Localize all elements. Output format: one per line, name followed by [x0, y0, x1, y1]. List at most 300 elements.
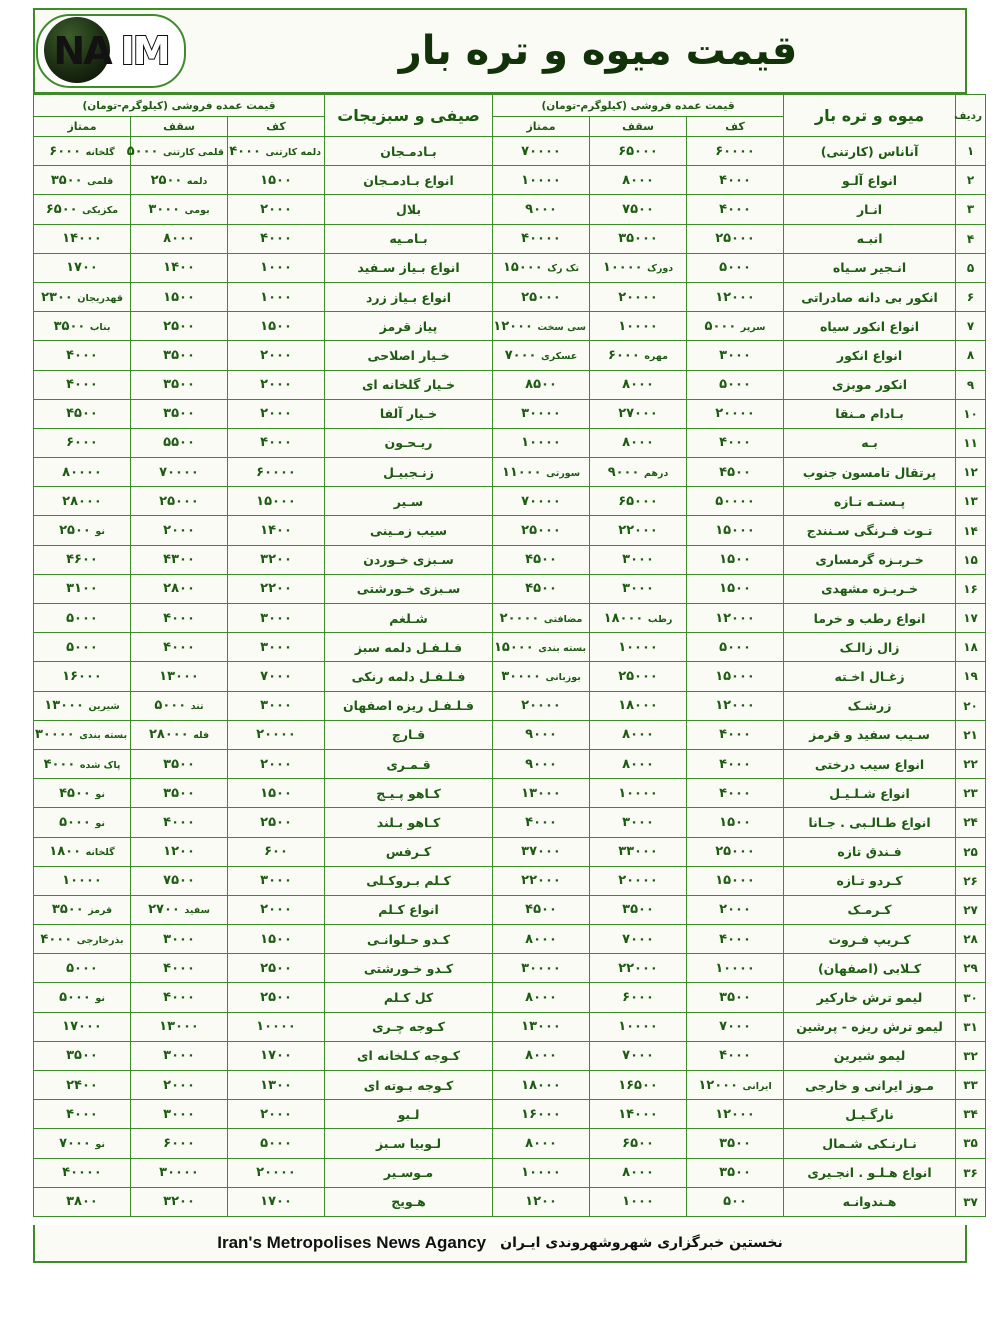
row-index: ۲۰	[956, 691, 986, 720]
table-row	[34, 1041, 986, 1070]
veg-price-saghf: بومی ۳۰۰۰	[131, 195, 228, 224]
fruit-price-saghf: ۸۰۰۰	[590, 749, 687, 778]
fruit-price-saghf: ۱۰۰۰۰	[590, 1012, 687, 1041]
fruit-name: کـرمـک	[784, 895, 956, 924]
veg-price-momtaz: ۳۸۰۰	[34, 1187, 131, 1216]
veg-price-saghf: ۳۵۰۰	[131, 370, 228, 399]
vegetable-name: کل کـلم	[325, 983, 493, 1012]
vegetable-name: سـبزی خـوردن	[325, 545, 493, 574]
veg-price-saghf: ۱۲۰۰	[131, 837, 228, 866]
veg-price-momtaz: ۴۰۰۰۰	[34, 1158, 131, 1187]
fruit-price-kaf: ۲۵۰۰۰	[687, 224, 784, 253]
fruit-name: انـجیر سـیاه	[784, 253, 956, 282]
veg-price-momtaz: ۵۰۰۰	[34, 633, 131, 662]
fruit-price-kaf: ۵۰۰۰	[687, 633, 784, 662]
veg-price-kaf: ۲۰۰۰	[228, 749, 325, 778]
table-row	[34, 1158, 986, 1187]
fruit-price-momtaz: ۱۲۰۰	[493, 1187, 590, 1216]
row-index: ۲۷	[956, 895, 986, 924]
fruit-price-kaf: ۱۵۰۰	[687, 545, 784, 574]
fruit-price-momtaz: تک رک ۱۵۰۰۰	[493, 253, 590, 282]
veg-price-momtaz: ۳۵۰۰	[34, 1041, 131, 1070]
veg-price-saghf: ۶۰۰۰	[131, 1129, 228, 1158]
table-row	[34, 399, 986, 428]
veg-price-momtaz: ۴۰۰۰	[34, 370, 131, 399]
veg-price-saghf: ۳۰۰۰۰	[131, 1158, 228, 1187]
fruit-price-kaf: ۱۲۰۰۰	[687, 691, 784, 720]
row-index: ۲۳	[956, 779, 986, 808]
vegetable-name: انواع بـادمـجان	[325, 166, 493, 195]
vegetable-name: قـمـری	[325, 749, 493, 778]
fruit-price-momtaz: ۸۵۰۰	[493, 370, 590, 399]
row-index: ۱۳	[956, 487, 986, 516]
header-fruit-momtaz: ممتاز	[493, 117, 590, 137]
price-table	[33, 94, 986, 1217]
fruit-name: تـوت فـرنگی سـنندج	[784, 516, 956, 545]
veg-price-saghf: ۷۰۰۰۰	[131, 458, 228, 487]
fruit-price-kaf: ۵۰۰۰	[687, 253, 784, 282]
header-veg-group: قیمت عمده فروشی (کیلوگرم-تومان)	[34, 95, 325, 117]
table-row	[34, 253, 986, 282]
table-row	[34, 166, 986, 195]
veg-price-saghf: ۲۵۰۰	[131, 312, 228, 341]
header-fruit-group: قیمت عمده فروشی (کیلوگرم-تومان)	[493, 95, 784, 117]
vegetable-name: کـدو حـلوانـی	[325, 925, 493, 954]
veg-price-momtaz: نو ۲۵۰۰	[34, 516, 131, 545]
fruit-price-saghf: رطب ۱۸۰۰۰	[590, 604, 687, 633]
fruit-price-saghf: ۳۰۰۰	[590, 545, 687, 574]
vegetable-name: قـارچ	[325, 720, 493, 749]
fruit-price-momtaz: ۷۰۰۰۰	[493, 487, 590, 516]
fruit-name: آناناس (کارتنی)	[784, 137, 956, 166]
veg-price-saghf: ۴۰۰۰	[131, 808, 228, 837]
vegetable-name: کـرفس	[325, 837, 493, 866]
fruit-price-saghf: ۶۰۰۰	[590, 983, 687, 1012]
veg-price-kaf: ۳۰۰۰	[228, 691, 325, 720]
logo-text-na: NA	[53, 29, 111, 73]
veg-price-saghf: ۳۵۰۰	[131, 749, 228, 778]
vegetable-name: فـلـفـل ریزه اصفهان	[325, 691, 493, 720]
fruit-name: انکور بی دانه صادراتی	[784, 282, 956, 311]
fruit-price-momtaz: ۴۵۰۰	[493, 895, 590, 924]
fruit-price-kaf: ۱۵۰۰	[687, 574, 784, 603]
veg-price-saghf: ۴۰۰۰	[131, 633, 228, 662]
row-index: ۳۶	[956, 1158, 986, 1187]
fruit-price-saghf: ۶۵۰۰۰	[590, 137, 687, 166]
vegetable-name: انواع بـیاز زرد	[325, 282, 493, 311]
fruit-price-kaf: ۱۵۰۰۰	[687, 866, 784, 895]
table-row	[34, 1129, 986, 1158]
fruit-name: بـادام مـنقا	[784, 399, 956, 428]
fruit-price-momtaz: ۱۰۰۰۰	[493, 428, 590, 457]
row-index: ۲۸	[956, 925, 986, 954]
fruit-price-saghf: ۳۵۰۰۰	[590, 224, 687, 253]
row-index: ۱۲	[956, 458, 986, 487]
veg-price-momtaz: ۴۰۰۰	[34, 1100, 131, 1129]
row-index: ۱۰	[956, 399, 986, 428]
table-row	[34, 808, 986, 837]
fruit-price-kaf: ۴۵۰۰	[687, 458, 784, 487]
veg-price-momtaz: قرمز ۳۵۰۰	[34, 895, 131, 924]
fruit-price-momtaz: ۱۳۰۰۰	[493, 779, 590, 808]
fruit-price-saghf: درهم ۹۰۰۰	[590, 458, 687, 487]
veg-price-momtaz: نو ۵۰۰۰	[34, 808, 131, 837]
fruit-price-momtaz: ۱۶۰۰۰	[493, 1100, 590, 1129]
fruit-price-kaf: ایرانی ۱۲۰۰۰	[687, 1071, 784, 1100]
veg-price-momtaz: ۸۰۰۰۰	[34, 458, 131, 487]
veg-price-saghf: دلمه ۲۵۰۰	[131, 166, 228, 195]
fruit-name: زال زالـک	[784, 633, 956, 662]
fruit-price-kaf: ۴۰۰۰	[687, 166, 784, 195]
fruit-price-momtaz: ۲۲۰۰۰	[493, 866, 590, 895]
veg-price-kaf: ۲۰۰۰۰	[228, 1158, 325, 1187]
row-index: ۱۸	[956, 633, 986, 662]
vegetable-name: انواع بـیاز سـفید	[325, 253, 493, 282]
fruit-price-saghf: ۸۰۰۰	[590, 720, 687, 749]
veg-price-saghf: ۱۳۰۰۰	[131, 1012, 228, 1041]
veg-price-momtaz: ۴۶۰۰	[34, 545, 131, 574]
fruit-price-momtaz: ۴۵۰۰	[493, 545, 590, 574]
veg-price-momtaz: ۶۰۰۰	[34, 428, 131, 457]
veg-price-momtaz: نو ۵۰۰۰	[34, 983, 131, 1012]
veg-price-saghf: ۴۰۰۰	[131, 604, 228, 633]
vegetable-name: هـویج	[325, 1187, 493, 1216]
fruit-name: لیمو ترش ریزه - پرشین	[784, 1012, 956, 1041]
vegetable-name: خـیار گلخانه ای	[325, 370, 493, 399]
fruit-price-momtaz: ۹۰۰۰	[493, 195, 590, 224]
veg-price-momtaz: ۵۰۰۰	[34, 954, 131, 983]
veg-price-momtaz: قهدریجان ۲۳۰۰	[34, 282, 131, 311]
table-row	[34, 312, 986, 341]
fruit-price-kaf: ۴۰۰۰	[687, 720, 784, 749]
fruit-price-momtaz: ۲۰۰۰۰	[493, 691, 590, 720]
table-row	[34, 895, 986, 924]
table-row	[34, 516, 986, 545]
veg-price-saghf: ۵۵۰۰	[131, 428, 228, 457]
logo-frame	[36, 14, 186, 88]
veg-price-saghf: ۳۰۰۰	[131, 1100, 228, 1129]
fruit-price-kaf: ۱۵۰۰	[687, 808, 784, 837]
fruit-name: مـوز ایرانی و خارجی	[784, 1071, 956, 1100]
fruit-price-saghf: ۸۰۰۰	[590, 370, 687, 399]
fruit-price-kaf: ۳۰۰۰	[687, 341, 784, 370]
fruit-name: لیمو ترش خارکیر	[784, 983, 956, 1012]
header-index: ردیف	[956, 95, 986, 137]
fruit-price-saghf: ۱۸۰۰۰	[590, 691, 687, 720]
veg-price-kaf: ۱۴۰۰	[228, 516, 325, 545]
table-row	[34, 837, 986, 866]
table-row	[34, 224, 986, 253]
vegetable-name: خـیار اصلاحی	[325, 341, 493, 370]
fruit-price-saghf: ۷۰۰۰	[590, 925, 687, 954]
fruit-price-kaf: ۵۰۰۰۰	[687, 487, 784, 516]
veg-price-kaf: ۲۰۰۰۰	[228, 720, 325, 749]
row-index: ۳۳	[956, 1071, 986, 1100]
fruit-name: انواع شـلـیـل	[784, 779, 956, 808]
row-index: ۱۹	[956, 662, 986, 691]
veg-price-kaf: ۲۲۰۰	[228, 574, 325, 603]
table-row	[34, 1012, 986, 1041]
page-title: قیمت میوه و تره بار	[398, 28, 798, 74]
fruit-price-saghf: ۱۶۵۰۰	[590, 1071, 687, 1100]
veg-price-saghf: ۷۵۰۰	[131, 866, 228, 895]
fruit-price-saghf: مهره ۶۰۰۰	[590, 341, 687, 370]
table-row	[34, 691, 986, 720]
table-row	[34, 749, 986, 778]
fruit-name: خـربـزه گرمساری	[784, 545, 956, 574]
veg-price-kaf: ۶۰۰۰۰	[228, 458, 325, 487]
fruit-name: پـستـه تـازه	[784, 487, 956, 516]
veg-price-kaf: ۲۵۰۰	[228, 983, 325, 1012]
table-row	[34, 779, 986, 808]
row-index: ۹	[956, 370, 986, 399]
fruit-price-kaf: ۷۰۰۰	[687, 1012, 784, 1041]
veg-price-saghf: ۱۵۰۰	[131, 282, 228, 311]
fruit-price-momtaz: عسکری ۷۰۰۰	[493, 341, 590, 370]
fruit-price-saghf: ۲۰۰۰۰	[590, 866, 687, 895]
fruit-price-saghf: ۲۷۰۰۰	[590, 399, 687, 428]
veg-price-saghf: ۳۲۰۰	[131, 1187, 228, 1216]
fruit-price-momtaz: ۸۰۰۰	[493, 1041, 590, 1070]
fruit-price-kaf: ۱۵۰۰۰	[687, 662, 784, 691]
table-row	[34, 574, 986, 603]
fruit-name: کـردو تـازه	[784, 866, 956, 895]
veg-price-saghf: ۳۵۰۰	[131, 341, 228, 370]
table-head	[34, 95, 986, 137]
vegetable-name: بلال	[325, 195, 493, 224]
vegetable-name: بـامـیه	[325, 224, 493, 253]
veg-price-momtaz: ۲۴۰۰	[34, 1071, 131, 1100]
veg-price-kaf: ۲۰۰۰	[228, 1100, 325, 1129]
veg-price-saghf: ۲۰۰۰	[131, 1071, 228, 1100]
veg-price-kaf: ۳۰۰۰	[228, 604, 325, 633]
fruit-price-momtaz: ۴۰۰۰	[493, 808, 590, 837]
table-row	[34, 458, 986, 487]
fruit-price-momtaz: ۹۰۰۰	[493, 749, 590, 778]
fruit-name: انواع هـلـو . انجـیری	[784, 1158, 956, 1187]
fruit-price-momtaz: ۳۰۰۰۰	[493, 399, 590, 428]
veg-price-kaf: ۳۰۰۰	[228, 633, 325, 662]
fruit-price-kaf: ۴۰۰۰	[687, 779, 784, 808]
fruit-price-saghf: ۷۰۰۰	[590, 1041, 687, 1070]
fruit-price-saghf: ۸۰۰۰	[590, 166, 687, 195]
fruit-name: لیمو شیرین	[784, 1041, 956, 1070]
veg-price-kaf: ۲۵۰۰	[228, 954, 325, 983]
page-header	[33, 8, 967, 94]
vegetable-name: کـلم بـروکـلی	[325, 866, 493, 895]
row-index: ۷	[956, 312, 986, 341]
veg-price-saghf: قلمی کارتنی ۵۰۰۰	[131, 137, 228, 166]
fruit-price-momtaz: بوزبانی ۳۰۰۰۰	[493, 662, 590, 691]
fruit-price-momtaz: ۱۰۰۰۰	[493, 166, 590, 195]
fruit-name: انواع رطب و خرما	[784, 604, 956, 633]
row-index: ۳۷	[956, 1187, 986, 1216]
fruit-name: بـه	[784, 428, 956, 457]
fruit-price-saghf: ۳۳۰۰۰	[590, 837, 687, 866]
fruit-name: انواع طـالـبی . جـانا	[784, 808, 956, 837]
veg-price-kaf: ۴۰۰۰	[228, 224, 325, 253]
fruit-price-kaf: ۴۰۰۰	[687, 195, 784, 224]
fruit-price-kaf: ۶۰۰۰۰	[687, 137, 784, 166]
row-index: ۲۵	[956, 837, 986, 866]
table-row	[34, 545, 986, 574]
row-index: ۱۷	[956, 604, 986, 633]
fruit-name: نـارنـکی شـمال	[784, 1129, 956, 1158]
veg-price-kaf: ۱۰۰۰۰	[228, 1012, 325, 1041]
table-row	[34, 282, 986, 311]
veg-price-momtaz: ۳۱۰۰	[34, 574, 131, 603]
fruit-name: نارگـیـل	[784, 1100, 956, 1129]
fruit-price-kaf: ۴۰۰۰	[687, 1041, 784, 1070]
row-index: ۳۰	[956, 983, 986, 1012]
veg-price-saghf: ۲۵۰۰۰	[131, 487, 228, 516]
fruit-price-saghf: ۱۰۰۰۰	[590, 312, 687, 341]
fruit-price-momtaz: مضافتی ۲۰۰۰۰	[493, 604, 590, 633]
fruit-price-saghf: ۱۰۰۰۰	[590, 779, 687, 808]
fruit-price-saghf: ۸۰۰۰	[590, 428, 687, 457]
fruit-price-momtaz: ۲۵۰۰۰	[493, 516, 590, 545]
veg-price-kaf: ۶۰۰	[228, 837, 325, 866]
fruit-price-saghf: ۱۴۰۰۰	[590, 1100, 687, 1129]
table-row	[34, 720, 986, 749]
veg-price-kaf: ۱۰۰۰	[228, 253, 325, 282]
table-row	[34, 925, 986, 954]
imna-logo	[35, 13, 187, 89]
row-index: ۱۱	[956, 428, 986, 457]
table-row	[34, 370, 986, 399]
fruit-price-momtaz: ۱۸۰۰۰	[493, 1071, 590, 1100]
veg-price-momtaz: ۱۷۰۰	[34, 253, 131, 282]
fruit-name: پرتقال تامسون جنوب	[784, 458, 956, 487]
veg-price-momtaz: بناب ۳۵۰۰	[34, 312, 131, 341]
vegetable-name: فـلـفـل دلمه رنکی	[325, 662, 493, 691]
footer-english-tagline: Iran's Metropolises News Agancy	[217, 1233, 487, 1252]
row-index: ۳۱	[956, 1012, 986, 1041]
fruit-price-kaf: ۱۲۰۰۰	[687, 604, 784, 633]
fruit-price-saghf: ۸۰۰۰	[590, 1158, 687, 1187]
fruit-price-kaf: ۳۵۰۰	[687, 983, 784, 1012]
veg-price-kaf: ۱۵۰۰	[228, 312, 325, 341]
fruit-price-momtaz: ۸۰۰۰	[493, 925, 590, 954]
veg-price-kaf: ۱۷۰۰	[228, 1187, 325, 1216]
fruit-price-saghf: ۲۲۰۰۰	[590, 954, 687, 983]
veg-price-kaf: ۴۰۰۰	[228, 428, 325, 457]
vegetable-name: بـادمـجان	[325, 137, 493, 166]
fruit-price-kaf: ۵۰۰	[687, 1187, 784, 1216]
veg-price-momtaz: ۱۴۰۰۰	[34, 224, 131, 253]
fruit-name: فـندق تازه	[784, 837, 956, 866]
fruit-price-momtaz: ۱۰۰۰۰	[493, 1158, 590, 1187]
veg-price-momtaz: گلخانه ۱۸۰۰	[34, 837, 131, 866]
veg-price-kaf: ۱۵۰۰	[228, 166, 325, 195]
veg-price-saghf: سفید ۲۷۰۰	[131, 895, 228, 924]
veg-price-kaf: ۲۰۰۰	[228, 370, 325, 399]
row-index: ۸	[956, 341, 986, 370]
vegetable-name: کـوجه چـری	[325, 1012, 493, 1041]
veg-price-momtaz: گلخانه ۶۰۰۰	[34, 137, 131, 166]
veg-price-momtaz: ۱۶۰۰۰	[34, 662, 131, 691]
table-body	[34, 137, 986, 1217]
fruit-name: هـندوانـه	[784, 1187, 956, 1216]
veg-price-kaf: ۲۵۰۰	[228, 808, 325, 837]
header-veg-category: صیفی و سبزیجات	[325, 95, 493, 137]
fruit-price-kaf: ۵۰۰۰	[687, 370, 784, 399]
vegetable-name: پیاز قرمز	[325, 312, 493, 341]
header-veg-saghf: سقف	[131, 117, 228, 137]
fruit-price-saghf: ۳۰۰۰	[590, 808, 687, 837]
fruit-price-kaf: ۲۰۰۰۰	[687, 399, 784, 428]
vegetable-name: کـاهو بـلند	[325, 808, 493, 837]
veg-price-saghf: ۴۰۰۰	[131, 954, 228, 983]
fruit-price-momtaz: ۸۰۰۰	[493, 1129, 590, 1158]
veg-price-kaf: دلمه کارتنی ۴۰۰۰	[228, 137, 325, 166]
fruit-price-momtaz: ۴۵۰۰	[493, 574, 590, 603]
group-header-row	[34, 95, 986, 117]
fruit-price-momtaz: بسته بندی ۱۵۰۰۰	[493, 633, 590, 662]
fruit-name: کـلابی (اصفهان)	[784, 954, 956, 983]
fruit-name: خـربـزه مشهدی	[784, 574, 956, 603]
veg-price-momtaz: قلمی ۳۵۰۰	[34, 166, 131, 195]
fruit-price-kaf: ۴۰۰۰	[687, 925, 784, 954]
veg-price-kaf: ۱۵۰۰۰	[228, 487, 325, 516]
veg-price-kaf: ۱۳۰۰	[228, 1071, 325, 1100]
veg-price-kaf: ۵۰۰۰	[228, 1129, 325, 1158]
fruit-price-saghf: ۱۰۰۰	[590, 1187, 687, 1216]
row-index: ۲۹	[956, 954, 986, 983]
fruit-price-momtaz: ۱۳۰۰۰	[493, 1012, 590, 1041]
veg-price-saghf: ۱۳۰۰۰	[131, 662, 228, 691]
row-index: ۱۵	[956, 545, 986, 574]
veg-price-momtaz: مکزیکی ۶۵۰۰	[34, 195, 131, 224]
fruit-price-kaf: ۲۰۰۰	[687, 895, 784, 924]
fruit-price-momtaz: ۲۵۰۰۰	[493, 282, 590, 311]
vegetable-name: کـوجه کـلخانه ای	[325, 1041, 493, 1070]
veg-price-momtaz: بذرخارجی ۴۰۰۰	[34, 925, 131, 954]
fruit-price-saghf: ۶۵۰۰۰	[590, 487, 687, 516]
veg-price-saghf: ۴۳۰۰	[131, 545, 228, 574]
veg-price-saghf: تند ۵۰۰۰	[131, 691, 228, 720]
veg-price-kaf: ۱۵۰۰	[228, 779, 325, 808]
fruit-price-momtaz: ۳۷۰۰۰	[493, 837, 590, 866]
row-index: ۱	[956, 137, 986, 166]
vegetable-name: ریـحـون	[325, 428, 493, 457]
fruit-price-kaf: ۱۵۰۰۰	[687, 516, 784, 545]
header-fruit-category: میوه و تره بار	[784, 95, 956, 137]
vegetable-name: کـاهو پـیـج	[325, 779, 493, 808]
veg-price-momtaz: شیرین ۱۳۰۰۰	[34, 691, 131, 720]
fruit-price-kaf: ۳۵۰۰	[687, 1158, 784, 1187]
fruit-name: انـار	[784, 195, 956, 224]
fruit-price-kaf: ۱۰۰۰۰	[687, 954, 784, 983]
table-row	[34, 633, 986, 662]
table-row	[34, 195, 986, 224]
veg-price-saghf: ۱۴۰۰	[131, 253, 228, 282]
row-index: ۱۶	[956, 574, 986, 603]
veg-price-kaf: ۲۰۰۰	[228, 195, 325, 224]
vegetable-name: لـبو	[325, 1100, 493, 1129]
row-index: ۲۶	[956, 866, 986, 895]
fruit-price-saghf: ۷۵۰۰	[590, 195, 687, 224]
row-index: ۳۵	[956, 1129, 986, 1158]
veg-price-saghf: ۲۰۰۰	[131, 516, 228, 545]
fruit-price-saghf: ۶۵۰۰	[590, 1129, 687, 1158]
vegetable-name: لـوبیا سـبز	[325, 1129, 493, 1158]
fruit-price-kaf: ۱۲۰۰۰	[687, 1100, 784, 1129]
fruit-name: کـریپ فـروت	[784, 925, 956, 954]
fruit-price-momtaz: ۴۰۰۰۰	[493, 224, 590, 253]
veg-price-saghf: فله ۲۸۰۰۰	[131, 720, 228, 749]
table-row	[34, 341, 986, 370]
